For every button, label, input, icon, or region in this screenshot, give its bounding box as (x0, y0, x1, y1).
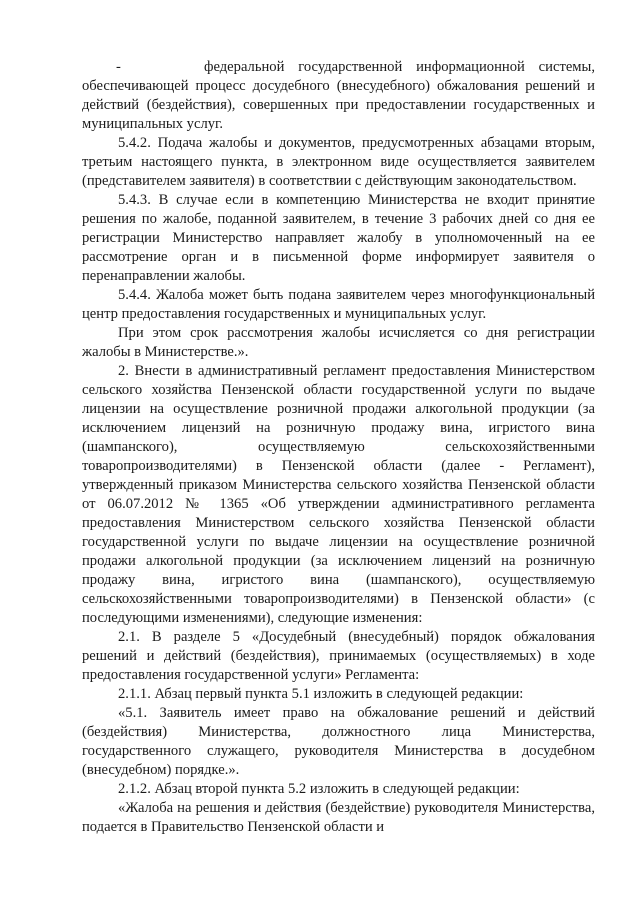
paragraph-review-term: При этом срок рассмотрения жалобы исчисляется со дня регистрации жалобы в Министерстве.». (82, 325, 595, 360)
paragraph-5-4-2: 5.4.2. Подача жалобы и документов, предусмотренных абзацами вторым, третьим настоящего пункта, в электронном виде осуществляется заявителем (представителем заявителя) в соответствии с действующим законодательством. (82, 135, 595, 189)
paragraph-2-1-2: 2.1.2. Абзац второй пункта 5.2 изложить в следующей редакции: (118, 781, 520, 797)
paragraph-2-1-section-5: 2.1. В разделе 5 «Досудебный (внесудебный) порядок обжалования решений и действий (бездействия), принимаемых (осуществляемых) в ходе предоставления государственной услуги» Регламента: (82, 629, 595, 683)
paragraph-5-4-4: 5.4.4. Жалоба может быть подана заявителем через многофункциональный центр предоставления государственных и муниципальных услуг. (82, 287, 595, 322)
paragraph-quote-complaint: «Жалоба на решения и действия (бездействие) руководителя Министерства, подается в Правительство Пензенской области и (82, 800, 595, 835)
paragraph-federal-system: - федеральной государственной информационной системы, обеспечивающей процесс досудебного (внесудебного) обжалования решений и действий (бездействия), совершенных при предоставлении государственных и муниципальных услуг. (82, 59, 595, 132)
paragraph-2-amend-regulation: 2. Внести в административный регламент предоставления Министерством сельского хозяйства Пензенской области государственной услуги по выдаче лицензии на осуществление розничной продажи алкогольной продукции (за исключением лицензий на розничную продажу вина, игристого вина (шампанского), осуществляемую сельскохозяйственными товаропроизводителями) в Пензенской области (далее - Регламент), утвержденный приказом Министерства сельского хозяйства Пензенской области от 06.07.2012 № 1365 «Об утверждении административного регламента предоставления Министерством сельского хозяйства Пензенской области государственной услуги по выдаче лицензии на осуществление розничной продажи алкогольной продукции (за исключением лицензий на розничную продажу вина, игристого вина (шампанского), осуществляемую сельскохозяйственными товаропроизводителями) в Пензенской области» (с последующими изменениями), следующие изменения: (82, 363, 595, 626)
paragraph-quote-5-1: «5.1. Заявитель имеет право на обжалование решений и действий (бездействия) Министерства, должностного лица Министерства, государственного служащего, руководителя Министерства в досудебном (внесудебном) порядке.». (82, 705, 595, 778)
paragraph-2-1-1: 2.1.1. Абзац первый пункта 5.1 изложить в следующей редакции: (118, 686, 524, 702)
paragraph-5-4-3: 5.4.3. В случае если в компетенцию Министерства не входит принятие решения по жалобе, поданной заявителем, в течение 3 рабочих дней со дня ее регистрации Министерство направляет жалобу в уполномоченный на ее рассмотрение орган и в письменной форме информирует заявителя о перенаправлении жалобы. (82, 192, 595, 284)
document-page (82, 58, 595, 837)
